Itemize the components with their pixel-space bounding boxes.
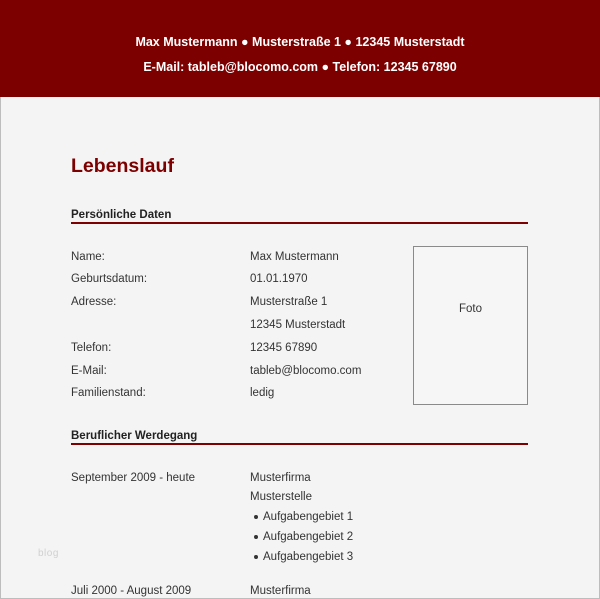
bullet-dot [254, 515, 258, 519]
bullet-dot [254, 555, 258, 559]
career-position: Musterstelle [250, 491, 312, 503]
career-period: September 2009 - heute [71, 472, 196, 484]
section-heading-personal: Persönliche Daten [71, 209, 172, 221]
career-task: Aufgabengebiet 1 [263, 511, 354, 523]
photo-label: Foto [458, 303, 482, 315]
label-birthdate: Geburtsdatum: [71, 273, 148, 285]
value-name: Max Mustermann [250, 251, 339, 263]
section-rule-personal [71, 222, 528, 224]
career-period: Juli 2000 - August 2009 [71, 585, 192, 597]
value-address-city: 12345 Musterstadt [250, 319, 346, 331]
value-email: tableb@blocomo.com [250, 365, 362, 377]
career-company: Musterfirma [250, 472, 311, 484]
value-marital-status: ledig [250, 387, 275, 399]
label-name: Name: [71, 251, 105, 263]
header-contact-line: E-Mail: tableb@blocomo.com ● Telefon: 12345 67890 [143, 60, 457, 74]
bullet-dot [254, 535, 258, 539]
section-heading-career: Beruflicher Werdegang [71, 430, 198, 442]
career-task: Aufgabengebiet 3 [263, 551, 354, 563]
label-address: Adresse: [71, 296, 117, 308]
header-address-line: Max Mustermann ● Musterstraße 1 ● 12345 Musterstadt [135, 35, 465, 49]
label-email: E-Mail: [71, 365, 107, 377]
career-company: Musterfirma [250, 585, 311, 597]
document-title: Lebenslauf [71, 155, 174, 177]
watermark-text: blog [38, 548, 59, 559]
career-task: Aufgabengebiet 2 [263, 531, 354, 543]
value-address-street: Musterstraße 1 [250, 296, 328, 308]
section-rule-career [71, 443, 528, 445]
value-birthdate: 01.01.1970 [250, 273, 308, 285]
value-phone: 12345 67890 [250, 342, 318, 354]
header-banner [0, 0, 600, 97]
label-phone: Telefon: [71, 342, 112, 354]
photo-placeholder [413, 246, 528, 405]
label-marital-status: Familienstand: [71, 387, 146, 399]
